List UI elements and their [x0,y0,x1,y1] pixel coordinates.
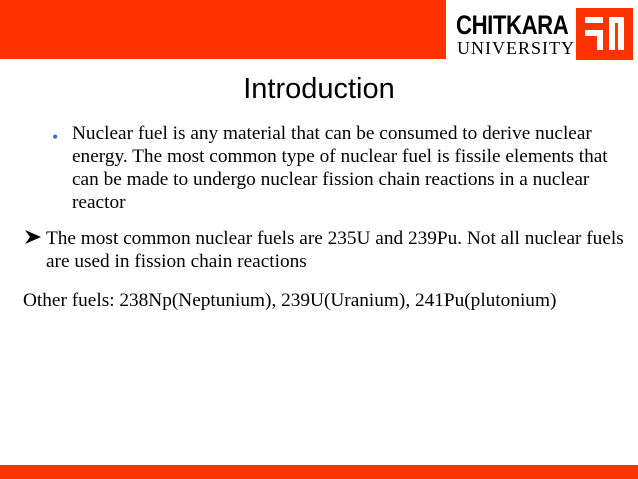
bullet-paragraph-common-fuels: The most common nuclear fuels are 235U and 239Pu. Not all nuclear fuels are used in fission chain reactions [46,228,624,272]
header-accent-bar [0,0,446,59]
bullet-dot-icon: • [52,127,59,147]
bullet-paragraph-definition: Nuclear fuel is any material that can be consumed to derive nuclear energy. The most common type of nuclear fuel is fissile elements that can be made to undergo nuclear fission chain reactions in a nuclear reactor [72,123,608,213]
logo-subtitle: UNIVERSITY [457,38,575,58]
footer-accent-bar [0,465,638,479]
university-logo [452,8,636,60]
logo-mark-icon [576,8,633,60]
slide-title: Introduction [243,73,395,105]
arrow-bullet-icon [24,229,42,245]
logo-name: CHITKARA [456,10,569,40]
paragraph-other-fuels: Other fuels: 238Np(Neptunium), 239U(Uranium), 241Pu(plutonium) [23,290,557,311]
